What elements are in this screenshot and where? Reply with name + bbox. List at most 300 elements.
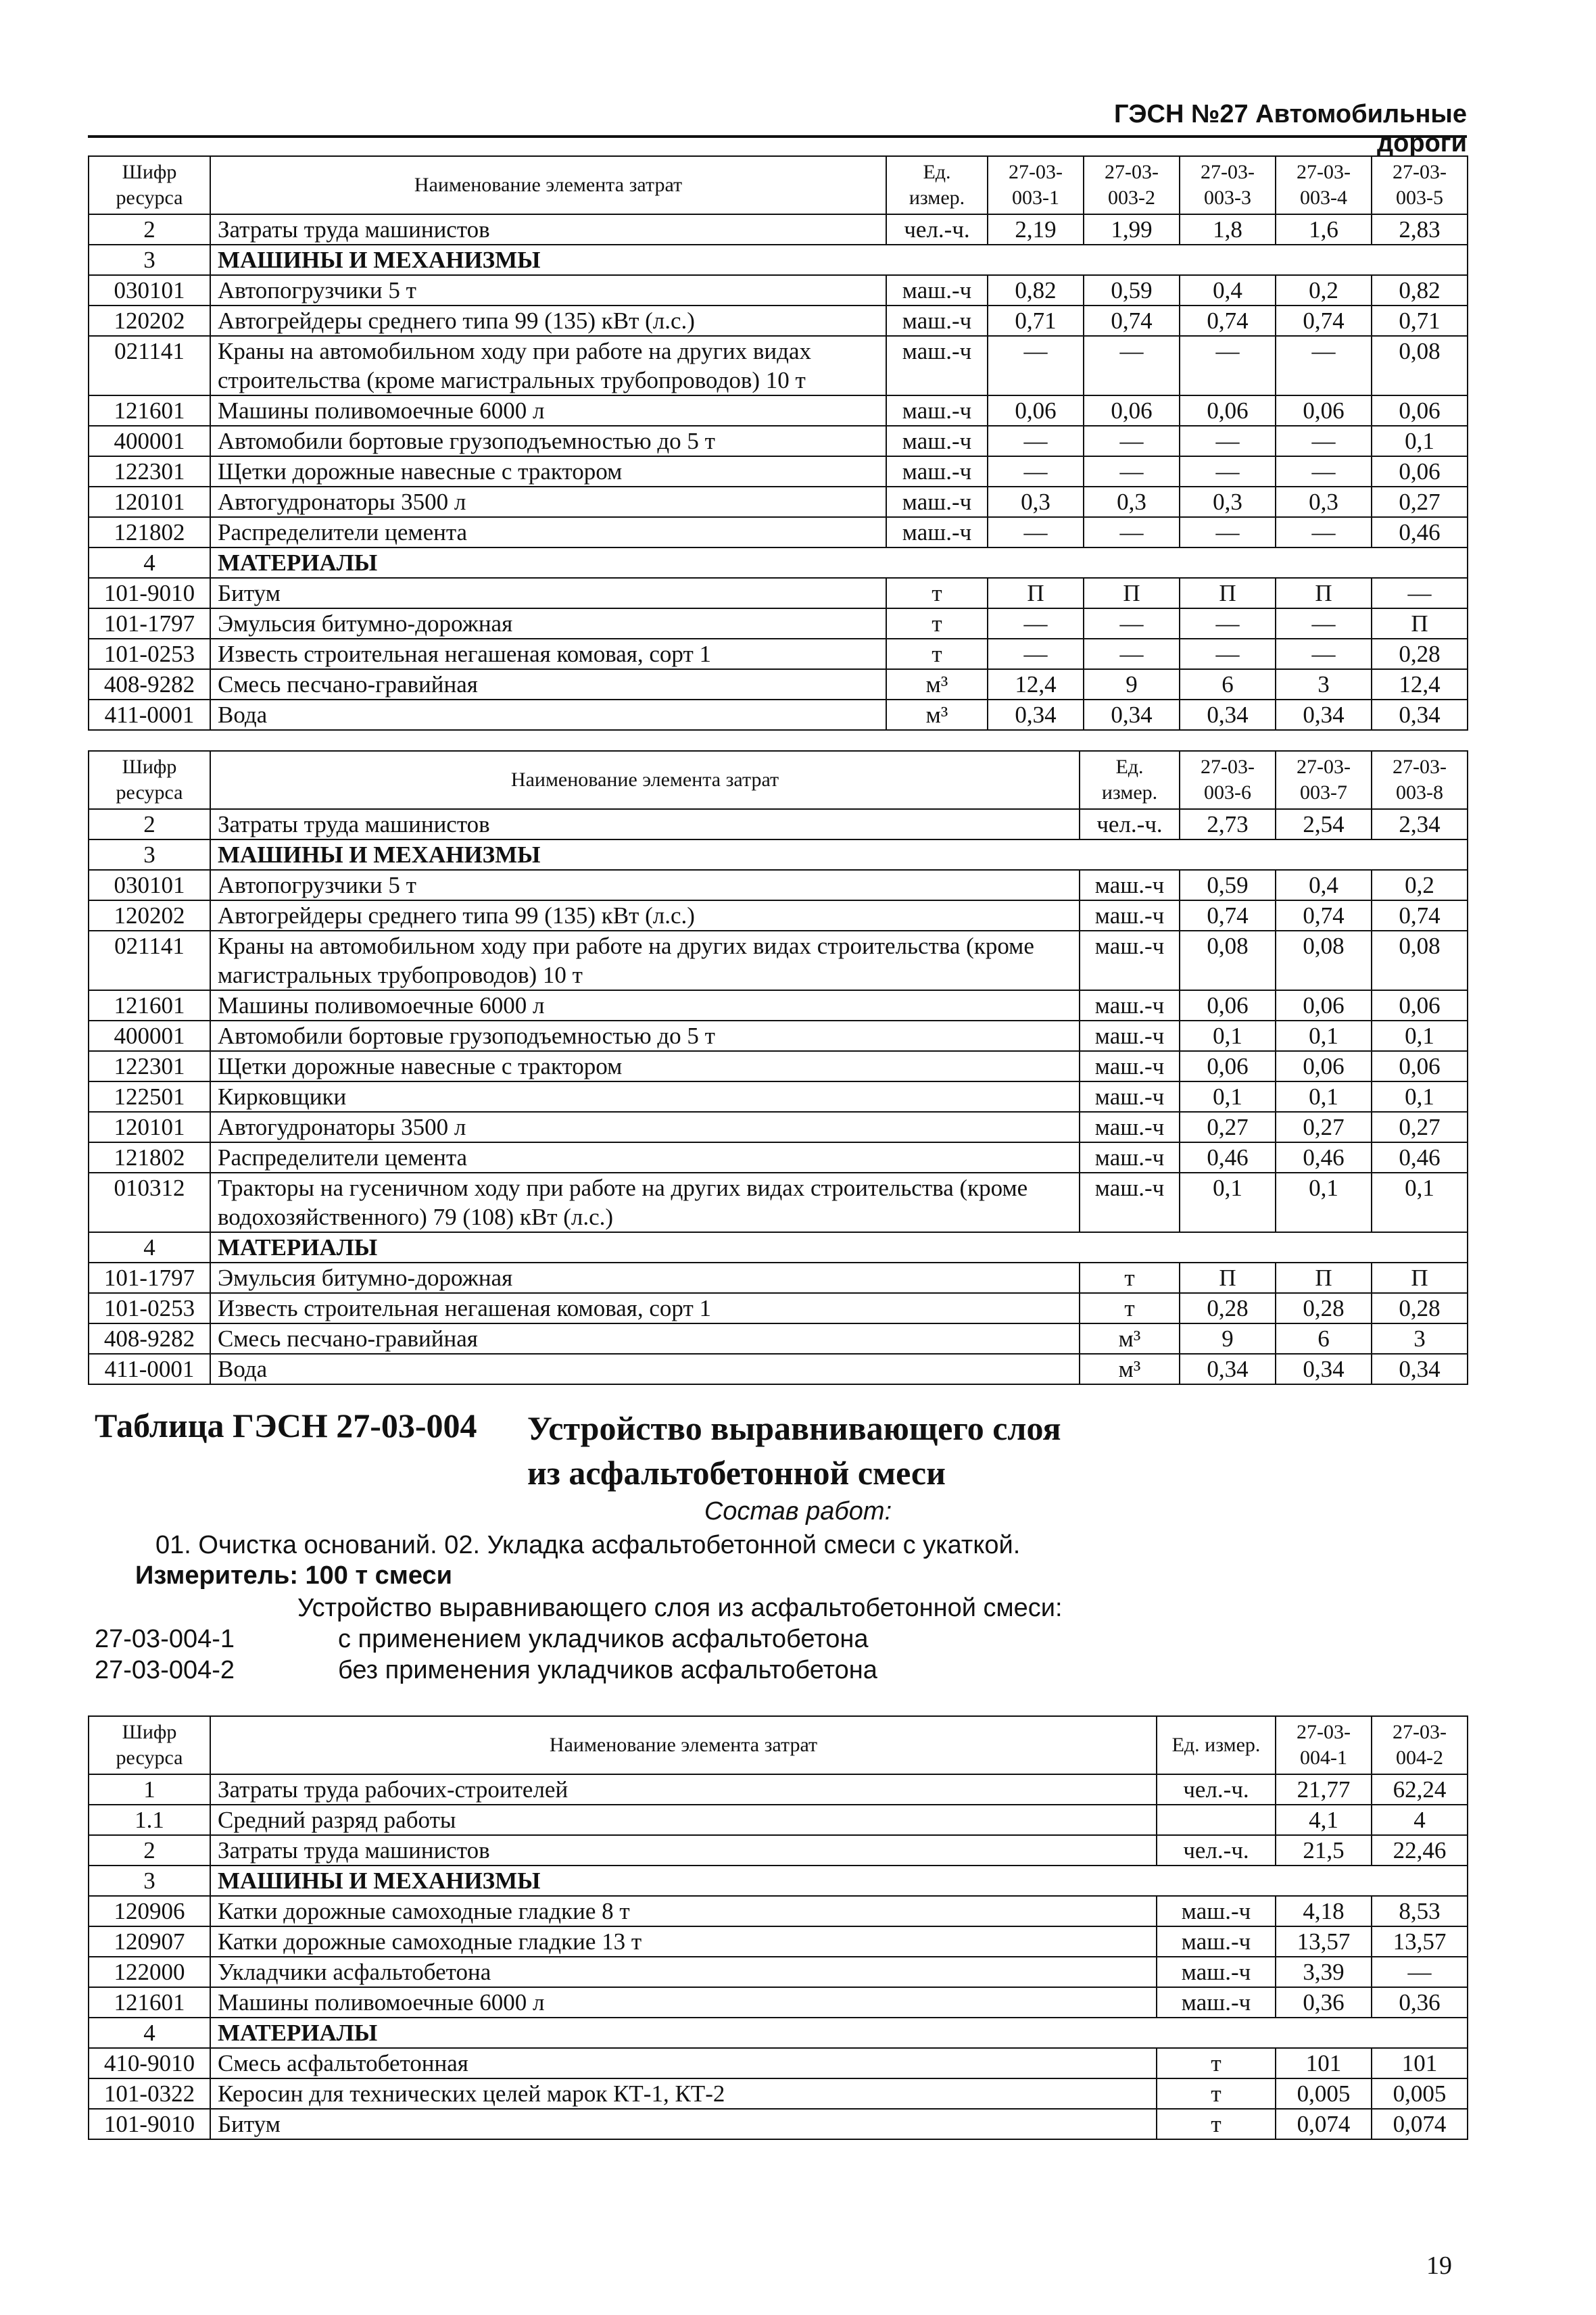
row-value: 4,18 <box>1276 1896 1372 1926</box>
row-value: П <box>1180 1263 1276 1293</box>
table-row <box>89 870 1468 900</box>
row-unit: т <box>886 639 988 669</box>
row-name: Вода <box>210 1354 1080 1384</box>
table-row <box>89 2109 1468 2139</box>
header-norm-code: 27-03-003-8 <box>1372 751 1468 809</box>
row-value: — <box>1372 1957 1468 1987</box>
row-value: 0,74 <box>1276 900 1372 931</box>
row-value: 0,27 <box>1372 487 1468 517</box>
table-row <box>89 456 1468 487</box>
row-value: 0,06 <box>1372 395 1468 426</box>
row-code: 101-1797 <box>89 608 210 639</box>
row-value: 0,82 <box>1372 275 1468 306</box>
row-value: 0,08 <box>1180 931 1276 990</box>
row-value: 1,6 <box>1276 214 1372 245</box>
table-row <box>89 1142 1468 1173</box>
table-row <box>89 395 1468 426</box>
row-value: 0,59 <box>1084 275 1180 306</box>
row-unit: маш.-ч <box>886 517 988 547</box>
row-unit: маш.-ч <box>886 456 988 487</box>
table-row <box>89 2078 1468 2109</box>
works-text: 01. Очистка оснований. 02. Укладка асфальтобетонной смеси с укаткой. <box>155 1531 1021 1559</box>
row-unit: маш.-ч <box>1157 1987 1276 2018</box>
table-row <box>89 700 1468 730</box>
row-unit: т <box>1157 2078 1276 2109</box>
row-name: Автогудронаторы 3500 л <box>210 1112 1080 1142</box>
row-name: Эмульсия битумно-дорожная <box>210 1263 1080 1293</box>
row-value: — <box>1372 578 1468 608</box>
row-code: 030101 <box>89 870 210 900</box>
row-value: 0,28 <box>1372 639 1468 669</box>
section-row <box>89 1866 1468 1896</box>
row-name: Машины поливомоечные 6000 л <box>210 395 886 426</box>
row-value: — <box>1276 456 1372 487</box>
row-value: 0,46 <box>1180 1142 1276 1173</box>
row-value: 4 <box>1372 1805 1468 1835</box>
row-value: — <box>1276 426 1372 456</box>
row-value: 0,27 <box>1276 1112 1372 1142</box>
row-unit: чел.-ч. <box>1080 809 1180 839</box>
row-value: 2,73 <box>1180 809 1276 839</box>
meter: Измеритель: 100 т смеси <box>135 1561 453 1590</box>
row-value: — <box>988 336 1084 395</box>
table-row <box>89 1805 1468 1835</box>
row-value: 0,71 <box>988 306 1084 336</box>
row-code: 120101 <box>89 487 210 517</box>
header-norm-code: 27-03-003-6 <box>1180 751 1276 809</box>
header-name: Наименование элемента затрат <box>210 1716 1157 1774</box>
table-row <box>89 1957 1468 1987</box>
section-row <box>89 2018 1468 2048</box>
header-norm-code: 27-03-003-1 <box>988 156 1084 214</box>
row-value: 0,28 <box>1276 1293 1372 1323</box>
row-value: — <box>1276 336 1372 395</box>
row-name: Средний разряд работы <box>210 1805 1157 1835</box>
section-row <box>89 1232 1468 1263</box>
row-unit: маш.-ч <box>886 487 988 517</box>
row-value: 0,3 <box>1084 487 1180 517</box>
row-value: 12,4 <box>988 669 1084 700</box>
section-title: МАШИНЫ И МЕХАНИЗМЫ <box>210 245 1468 275</box>
table-row <box>89 2048 1468 2078</box>
row-name: Смесь песчано-гравийная <box>210 669 886 700</box>
row-value: 0,34 <box>988 700 1084 730</box>
row-value: 0,06 <box>1180 395 1276 426</box>
row-code: 2 <box>89 214 210 245</box>
row-code: 122301 <box>89 1051 210 1081</box>
row-value: — <box>1084 517 1180 547</box>
row-name: Битум <box>210 578 886 608</box>
resource-table-1 <box>88 155 1468 731</box>
row-unit: м³ <box>886 700 988 730</box>
table-row <box>89 1293 1468 1323</box>
row-value: — <box>1276 639 1372 669</box>
header-name: Наименование элемента затрат <box>210 751 1080 809</box>
row-value: П <box>1372 608 1468 639</box>
row-unit: маш.-ч <box>1080 1142 1180 1173</box>
variant-2 <box>95 1656 877 1685</box>
page-number: 19 <box>1426 2251 1452 2280</box>
table-row <box>89 214 1468 245</box>
header-rule <box>88 135 1467 138</box>
row-unit: маш.-ч <box>886 336 988 395</box>
row-value: — <box>1084 608 1180 639</box>
row-code: 410-9010 <box>89 2048 210 2078</box>
variant-text: без применения укладчиков асфальтобетона <box>338 1656 877 1684</box>
row-value: 0,1 <box>1180 1173 1276 1232</box>
row-value: 21,5 <box>1276 1835 1372 1866</box>
row-code: 101-9010 <box>89 2109 210 2139</box>
row-value: 0,74 <box>1180 900 1276 931</box>
table-row <box>89 1926 1468 1957</box>
row-name: Автогудронаторы 3500 л <box>210 487 886 517</box>
row-name: Затраты труда машинистов <box>210 214 886 245</box>
header-unit: Ед. измер. <box>886 156 988 214</box>
row-value: 0,74 <box>1084 306 1180 336</box>
row-unit: т <box>1080 1263 1180 1293</box>
header-norm-code: 27-03-004-1 <box>1276 1716 1372 1774</box>
row-unit: м³ <box>1080 1354 1180 1384</box>
row-value: — <box>988 456 1084 487</box>
row-code: 010312 <box>89 1173 210 1232</box>
row-name: Автопогрузчики 5 т <box>210 275 886 306</box>
table-row <box>89 1263 1468 1293</box>
row-code: 122301 <box>89 456 210 487</box>
row-value: 2,34 <box>1372 809 1468 839</box>
row-code: 408-9282 <box>89 669 210 700</box>
row-value: 0,27 <box>1180 1112 1276 1142</box>
row-code: 021141 <box>89 931 210 990</box>
row-code: 021141 <box>89 336 210 395</box>
table-row <box>89 578 1468 608</box>
row-code: 120101 <box>89 1112 210 1142</box>
row-value: 0,36 <box>1276 1987 1372 2018</box>
row-name: Машины поливомоечные 6000 л <box>210 990 1080 1021</box>
row-value: 0,34 <box>1084 700 1180 730</box>
header-norm-code: 27-03-003-3 <box>1180 156 1276 214</box>
row-unit: маш.-ч <box>1080 1081 1180 1112</box>
row-code: 101-9010 <box>89 578 210 608</box>
row-code: 400001 <box>89 1021 210 1051</box>
row-unit: маш.-ч <box>1157 1896 1276 1926</box>
row-value: П <box>988 578 1084 608</box>
row-value: 3,39 <box>1276 1957 1372 1987</box>
header-code: Шифр ресурса <box>89 751 210 809</box>
row-name: Щетки дорожные навесные с трактором <box>210 456 886 487</box>
header-norm-code: 27-03-003-4 <box>1276 156 1372 214</box>
row-value: — <box>1084 639 1180 669</box>
row-value: 0,46 <box>1372 517 1468 547</box>
row-unit: маш.-ч <box>1080 1112 1180 1142</box>
row-name: Машины поливомоечные 6000 л <box>210 1987 1157 2018</box>
variants-subtitle: Устройство выравнивающего слоя из асфальтобетонной смеси: <box>297 1594 1063 1622</box>
row-unit <box>1157 1805 1276 1835</box>
row-value: 0,3 <box>988 487 1084 517</box>
table-row <box>89 1081 1468 1112</box>
row-name: Битум <box>210 2109 1157 2139</box>
header-norm-code: 27-03-003-5 <box>1372 156 1468 214</box>
row-value: — <box>1180 639 1276 669</box>
row-value: 0,36 <box>1372 1987 1468 2018</box>
row-code: 120202 <box>89 306 210 336</box>
row-value: — <box>1276 608 1372 639</box>
row-value: 0,06 <box>1372 990 1468 1021</box>
row-value: 0,06 <box>1276 395 1372 426</box>
header-norm-code: 27-03-003-7 <box>1276 751 1372 809</box>
row-unit: т <box>1157 2109 1276 2139</box>
section-row <box>89 547 1468 578</box>
row-value: 0,1 <box>1180 1081 1276 1112</box>
row-value: 3 <box>1372 1323 1468 1354</box>
row-value: — <box>1180 336 1276 395</box>
row-value: 6 <box>1180 669 1276 700</box>
row-name: Смесь асфальтобетонная <box>210 2048 1157 2078</box>
row-name: Затраты труда машинистов <box>210 809 1080 839</box>
row-value: 0,34 <box>1180 1354 1276 1384</box>
row-value: 0,08 <box>1372 336 1468 395</box>
row-code: 411-0001 <box>89 1354 210 1384</box>
row-code: 3 <box>89 1866 210 1896</box>
row-value: 0,06 <box>1372 1051 1468 1081</box>
row-value: 12,4 <box>1372 669 1468 700</box>
row-value: 0,3 <box>1180 487 1276 517</box>
header-unit: Ед. измер. <box>1080 751 1180 809</box>
row-value: 0,06 <box>1084 395 1180 426</box>
table-row <box>89 608 1468 639</box>
row-name: Краны на автомобильном ходу при работе на других видах строительства (кроме магистральных трубопроводов) 10 т <box>210 336 886 395</box>
row-unit: т <box>886 608 988 639</box>
row-value: 0,06 <box>1180 1051 1276 1081</box>
row-value: — <box>1084 336 1180 395</box>
row-unit: маш.-ч <box>1080 1051 1180 1081</box>
row-name: Эмульсия битумно-дорожная <box>210 608 886 639</box>
resource-table-2 <box>88 750 1468 1385</box>
row-unit: маш.-ч <box>886 306 988 336</box>
row-code: 121802 <box>89 517 210 547</box>
row-unit: т <box>886 578 988 608</box>
row-value: 0,34 <box>1276 700 1372 730</box>
row-unit: маш.-ч <box>1080 900 1180 931</box>
row-name: Катки дорожные самоходные гладкие 8 т <box>210 1896 1157 1926</box>
row-value: 0,06 <box>1276 990 1372 1021</box>
section-title: МАТЕРИАЛЫ <box>210 547 1468 578</box>
row-value: 62,24 <box>1372 1774 1468 1805</box>
section-row <box>89 245 1468 275</box>
row-code: 030101 <box>89 275 210 306</box>
row-value: 4,1 <box>1276 1805 1372 1835</box>
row-value: — <box>1276 517 1372 547</box>
row-value: — <box>1180 608 1276 639</box>
table-row <box>89 809 1468 839</box>
row-code: 400001 <box>89 426 210 456</box>
row-code: 121802 <box>89 1142 210 1173</box>
row-value: — <box>1084 426 1180 456</box>
row-code: 3 <box>89 245 210 275</box>
row-unit: маш.-ч <box>1080 1021 1180 1051</box>
table-row <box>89 336 1468 395</box>
row-name: Керосин для технических целей марок КТ-1, КТ-2 <box>210 2078 1157 2109</box>
section-row <box>89 839 1468 870</box>
row-value: 0,82 <box>988 275 1084 306</box>
table-row <box>89 1987 1468 2018</box>
table-row <box>89 1021 1468 1051</box>
row-value: 0,074 <box>1276 2109 1372 2139</box>
row-name: Известь строительная негашеная комовая, сорт 1 <box>210 1293 1080 1323</box>
row-value: — <box>1180 426 1276 456</box>
header-code: Шифр ресурса <box>89 156 210 214</box>
section-title: МАТЕРИАЛЫ <box>210 1232 1468 1263</box>
row-value: 1,99 <box>1084 214 1180 245</box>
row-unit: маш.-ч <box>886 426 988 456</box>
row-name: Известь строительная негашеная комовая, сорт 1 <box>210 639 886 669</box>
row-value: 0,71 <box>1372 306 1468 336</box>
row-value: 0,34 <box>1372 700 1468 730</box>
table-row <box>89 931 1468 990</box>
row-code: 121601 <box>89 990 210 1021</box>
variant-code: 27-03-004-1 <box>95 1625 235 1653</box>
row-code: 122501 <box>89 1081 210 1112</box>
row-value: 0,08 <box>1276 931 1372 990</box>
table-header-row <box>89 1716 1468 1774</box>
row-value: 0,005 <box>1276 2078 1372 2109</box>
table-row <box>89 639 1468 669</box>
row-unit: т <box>1080 1293 1180 1323</box>
row-value: 1,8 <box>1180 214 1276 245</box>
row-unit: маш.-ч <box>1157 1957 1276 1987</box>
row-name: Тракторы на гусеничном ходу при работе на других видах строительства (кроме водохозяйственного) 79 (108) кВт (л.с.) <box>210 1173 1080 1232</box>
table-row <box>89 306 1468 336</box>
row-value: 0,1 <box>1372 1081 1468 1112</box>
row-value: 0,1 <box>1372 1173 1468 1232</box>
row-name: Автогрейдеры среднего типа 99 (135) кВт (л.с.) <box>210 306 886 336</box>
row-unit: т <box>1157 2048 1276 2078</box>
row-code: 120907 <box>89 1926 210 1957</box>
variant-code: 27-03-004-2 <box>95 1656 235 1684</box>
row-value: 0,74 <box>1276 306 1372 336</box>
row-value: 2,83 <box>1372 214 1468 245</box>
row-code: 121601 <box>89 1987 210 2018</box>
row-value: — <box>988 426 1084 456</box>
section-title: МАШИНЫ И МЕХАНИЗМЫ <box>210 1866 1468 1896</box>
table-row <box>89 990 1468 1021</box>
row-value: — <box>1180 456 1276 487</box>
row-value: 13,57 <box>1276 1926 1372 1957</box>
table-row <box>89 1173 1468 1232</box>
row-code: 101-0253 <box>89 639 210 669</box>
row-value: 8,53 <box>1372 1896 1468 1926</box>
row-value: 0,2 <box>1372 870 1468 900</box>
row-value: 0,34 <box>1180 700 1276 730</box>
row-code: 2 <box>89 809 210 839</box>
header-norm-code: 27-03-003-2 <box>1084 156 1180 214</box>
row-value: — <box>1180 517 1276 547</box>
header-unit: Ед. измер. <box>1157 1716 1276 1774</box>
row-unit: чел.-ч. <box>1157 1774 1276 1805</box>
row-name: Катки дорожные самоходные гладкие 13 т <box>210 1926 1157 1957</box>
table-row <box>89 1835 1468 1866</box>
row-name: Кирковщики <box>210 1081 1080 1112</box>
row-unit: маш.-ч <box>886 275 988 306</box>
table-row <box>89 517 1468 547</box>
row-unit: маш.-ч <box>1080 931 1180 990</box>
table-row <box>89 487 1468 517</box>
row-value: 0,4 <box>1180 275 1276 306</box>
variant-text: с применением укладчиков асфальтобетона <box>338 1625 869 1653</box>
row-value: 0,34 <box>1276 1354 1372 1384</box>
row-unit: маш.-ч <box>1157 1926 1276 1957</box>
row-value: 0,06 <box>1372 456 1468 487</box>
table-row <box>89 1896 1468 1926</box>
row-value: П <box>1084 578 1180 608</box>
row-value: 0,06 <box>1276 1051 1372 1081</box>
table-row <box>89 900 1468 931</box>
table-header-row <box>89 751 1468 809</box>
section-title: МАШИНЫ И МЕХАНИЗМЫ <box>210 839 1468 870</box>
row-code: 120202 <box>89 900 210 931</box>
table-row <box>89 426 1468 456</box>
row-unit: чел.-ч. <box>1157 1835 1276 1866</box>
row-code: 120906 <box>89 1896 210 1926</box>
row-value: — <box>988 639 1084 669</box>
row-value: 0,46 <box>1276 1142 1372 1173</box>
row-value: 3 <box>1276 669 1372 700</box>
header-name: Наименование элемента затрат <box>210 156 886 214</box>
row-value: 6 <box>1276 1323 1372 1354</box>
row-value: 0,005 <box>1372 2078 1468 2109</box>
table-row <box>89 1354 1468 1384</box>
row-value: 0,08 <box>1372 931 1468 990</box>
row-value: 101 <box>1372 2048 1468 2078</box>
row-name: Укладчики асфальтобетона <box>210 1957 1157 1987</box>
row-code: 122000 <box>89 1957 210 1987</box>
row-value: — <box>988 608 1084 639</box>
row-name: Затраты труда машинистов <box>210 1835 1157 1866</box>
row-value: 0,06 <box>1180 990 1276 1021</box>
row-name: Затраты труда рабочих-строителей <box>210 1774 1157 1805</box>
row-value: 0,1 <box>1372 1021 1468 1051</box>
variant-1 <box>95 1625 868 1654</box>
row-name: Автомобили бортовые грузоподъемностью до 5 т <box>210 426 886 456</box>
table-row <box>89 1051 1468 1081</box>
row-value: 22,46 <box>1372 1835 1468 1866</box>
row-code: 1.1 <box>89 1805 210 1835</box>
row-value: 0,74 <box>1180 306 1276 336</box>
row-value: — <box>1084 456 1180 487</box>
table-row <box>89 1112 1468 1142</box>
row-value: 0,2 <box>1276 275 1372 306</box>
row-name: Распределители цемента <box>210 1142 1080 1173</box>
table-row <box>89 1774 1468 1805</box>
table-row <box>89 1323 1468 1354</box>
row-unit: маш.-ч <box>886 395 988 426</box>
row-value: 0,074 <box>1372 2109 1468 2139</box>
table-caption-title-line1: Устройство выравнивающего слоя <box>527 1409 1061 1447</box>
row-code: 121601 <box>89 395 210 426</box>
row-value: П <box>1372 1263 1468 1293</box>
row-unit: маш.-ч <box>1080 1173 1180 1232</box>
table-row <box>89 669 1468 700</box>
row-value: 0,28 <box>1372 1293 1468 1323</box>
row-value: 0,1 <box>1276 1173 1372 1232</box>
row-name: Вода <box>210 700 886 730</box>
row-value: 0,74 <box>1372 900 1468 931</box>
row-code: 4 <box>89 1232 210 1263</box>
row-code: 4 <box>89 2018 210 2048</box>
row-unit: м³ <box>1080 1323 1180 1354</box>
row-name: Автомобили бортовые грузоподъемностью до 5 т <box>210 1021 1080 1051</box>
row-code: 4 <box>89 547 210 578</box>
row-code: 2 <box>89 1835 210 1866</box>
